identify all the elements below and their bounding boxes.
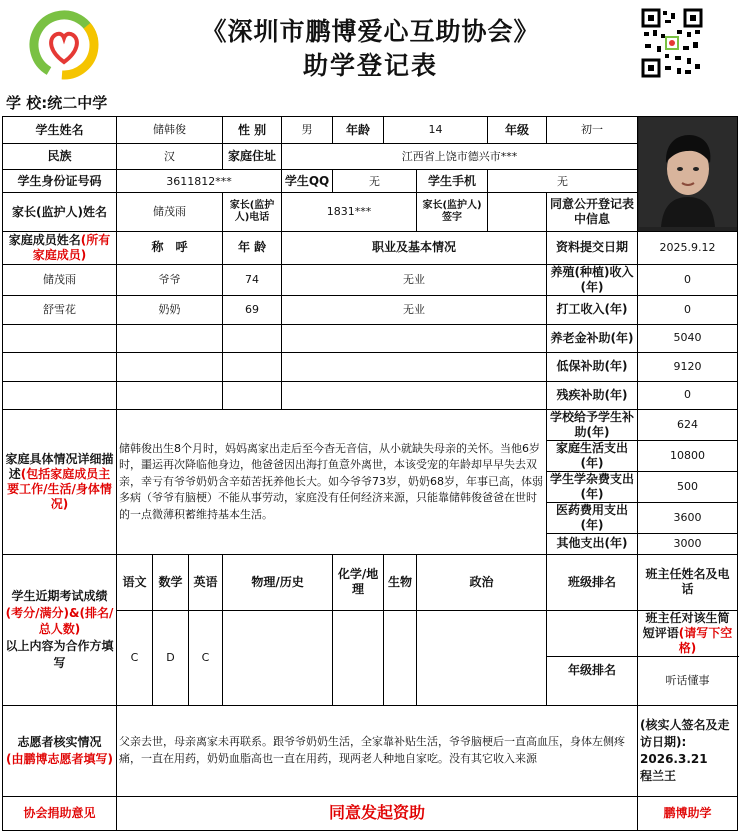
member-occupation	[282, 381, 547, 409]
finance-label: 养殖(种植)收入(年)	[547, 264, 638, 295]
label-ethnicity: 民族	[3, 144, 117, 170]
subject-header: 英语	[189, 554, 223, 610]
label-pengbo-aid: 鹏博助学	[638, 796, 738, 830]
guardian-sign-value	[488, 193, 547, 231]
finance-value: 500	[638, 471, 738, 502]
grade-cell: C	[117, 610, 153, 705]
member-occupation	[282, 324, 547, 352]
decision-text: 同意发起资助	[117, 796, 638, 830]
label-gender: 性 别	[223, 117, 282, 144]
label-volunteer	[3, 705, 117, 796]
member-relation	[117, 324, 223, 352]
finance-label: 养老金补助(年)	[547, 324, 638, 352]
label-grade-rank: 年级排名	[547, 656, 638, 705]
family-desc-note: (包括家庭成员主要工作/生活/身体情况)	[7, 466, 112, 511]
student-photo-icon	[639, 117, 737, 227]
label-assoc-opinion: 协会捐助意见	[3, 796, 117, 830]
grade-value: 初一	[547, 117, 638, 144]
exam-note: (考分/满分)&(排名/总人数)	[5, 605, 114, 637]
family-row	[3, 264, 738, 295]
exam-label: 学生近期考试成绩	[11, 588, 108, 603]
family-description: 储韩俊出生8个月时，妈妈离家出走后至今杳无音信，从小就缺失母亲的关怀。当他6岁时，噩运再次降临他身边，他爸爸因出海打鱼意外离世，本该受宠的年龄却早早失去双亲，幸亏有爷爷奶奶含辛茹苦抚养他长大。如今爷爷73岁，奶奶68岁，年事已高，体弱多病（爷爷有脑梗）不能从事劳动，家庭没有任何经济来源，只能靠储韩俊爸爸在世时的一点微薄积蓄维持基本生活。	[117, 409, 547, 554]
member-relation	[117, 381, 223, 409]
member-age	[223, 381, 282, 409]
family-desc-label: 家庭具体情况详细描述	[5, 451, 114, 481]
label-address: 家庭住址	[223, 144, 282, 170]
family-row	[3, 324, 738, 352]
finance-value: 624	[638, 409, 738, 440]
finance-value: 3000	[638, 533, 738, 554]
member-relation: 爷爷	[117, 264, 223, 295]
label-agree-public: 同意公开登记表中信息	[547, 193, 638, 231]
finance-value: 9120	[638, 352, 738, 381]
subject-header: 政治	[417, 554, 547, 610]
address-value: 江西省上饶市德兴市***	[282, 144, 638, 170]
guardian-name-value: 储茂雨	[117, 193, 223, 231]
header	[0, 0, 741, 92]
row-id	[3, 170, 738, 193]
finance-label: 医药费用支出(年)	[547, 502, 638, 533]
teacher-comment: 听话懂事	[638, 656, 738, 705]
row-decision	[3, 796, 738, 830]
label-teacher: 班主任姓名及电话	[638, 554, 738, 610]
id-no-value: 3611812***	[117, 170, 282, 193]
finance-value: 5040	[638, 324, 738, 352]
label-id-no: 学生身份证号码	[3, 170, 117, 193]
verify-name: 程兰王	[640, 768, 677, 783]
label-teacher-comment	[638, 610, 738, 656]
subject-header: 物理/历史	[223, 554, 333, 610]
label-guardian-sign: 家长(监护人)签字	[417, 193, 488, 231]
finance-label: 低保补助(年)	[547, 352, 638, 381]
subject-header: 化学/地理	[333, 554, 384, 610]
finance-label: 打工收入(年)	[547, 295, 638, 324]
row-student-name	[3, 117, 738, 144]
volunteer-note: (由鹏博志愿者填写)	[6, 751, 113, 766]
subject-header: 生物	[384, 554, 417, 610]
gender-value: 男	[282, 117, 333, 144]
verify-block	[638, 705, 738, 796]
label-qq: 学生QQ	[282, 170, 333, 193]
label-member-age: 年 龄	[223, 231, 282, 264]
row-family-header	[3, 231, 738, 264]
label-grade: 年级	[488, 117, 547, 144]
volunteer-text: 父亲去世，母亲离家未再联系。跟爷爷奶奶生活，全家靠补贴生活，爷爷脑梗后一直高血压，身体左侧疼痛，一直在用药，奶奶血脂高也一直在用药，现两老人种地自家吃。没有其它收入来源	[117, 705, 638, 796]
label-phone: 学生手机	[417, 170, 488, 193]
finance-value: 0	[638, 295, 738, 324]
ethnicity-value: 汉	[117, 144, 223, 170]
member-age: 74	[223, 264, 282, 295]
label-family-members	[3, 231, 117, 264]
grade-cell: D	[153, 610, 189, 705]
label-guardian-name: 家长(监护人)姓名	[3, 193, 117, 231]
member-name	[3, 381, 117, 409]
label-submit-date: 资料提交日期	[547, 231, 638, 264]
member-name: 储茂雨	[3, 264, 117, 295]
finance-label: 学校给予学生补助(年)	[547, 409, 638, 440]
phone-value: 无	[488, 170, 638, 193]
student-name-value: 储韩俊	[117, 117, 223, 144]
subject-header: 语文	[117, 554, 153, 610]
member-age	[223, 352, 282, 381]
member-name	[3, 352, 117, 381]
member-age	[223, 324, 282, 352]
member-occupation: 无业	[282, 295, 547, 324]
teacher-comment-label: 班主任对该生简短评语	[642, 610, 730, 640]
exam-partner-note: 以上内容为合作方填写	[5, 639, 114, 670]
member-name: 舒雪花	[3, 295, 117, 324]
qq-value: 无	[333, 170, 417, 193]
finance-value: 0	[638, 264, 738, 295]
label-family-desc	[3, 409, 117, 554]
row-family-desc	[3, 409, 738, 440]
submit-date-value: 2025.9.12	[638, 231, 738, 264]
member-relation: 奶奶	[117, 295, 223, 324]
form-title: 《深圳市鹏博爱心互助协会》	[201, 17, 540, 46]
finance-value: 3600	[638, 502, 738, 533]
row-exam-header	[3, 554, 738, 610]
qr-code-icon	[641, 8, 703, 78]
row-ethnicity	[3, 144, 738, 170]
teacher-comment-note: (请写下空格)	[678, 625, 733, 655]
grade-cell	[417, 610, 547, 705]
subject-header: 数学	[153, 554, 189, 610]
finance-label: 其他支出(年)	[547, 533, 638, 554]
member-occupation	[282, 352, 547, 381]
finance-label: 学生学杂费支出(年)	[547, 471, 638, 502]
grade-cell	[223, 610, 333, 705]
volunteer-label: 志愿者核实情况	[17, 734, 102, 749]
grade-cell	[384, 610, 417, 705]
member-relation	[117, 352, 223, 381]
family-members-label: 家庭成员姓名	[8, 232, 81, 247]
label-exam	[3, 554, 117, 705]
row-volunteer	[3, 705, 738, 796]
grade-cell: C	[189, 610, 223, 705]
school-name: 学 校:统二中学	[6, 94, 108, 112]
member-occupation: 无业	[282, 264, 547, 295]
row-guardian	[3, 193, 738, 231]
student-photo	[638, 117, 738, 232]
finance-label: 家庭生活支出(年)	[547, 440, 638, 471]
label-occupation: 职业及基本情况	[282, 231, 547, 264]
label-relation: 称 呼	[117, 231, 223, 264]
member-name	[3, 324, 117, 352]
grade-cell	[333, 610, 384, 705]
form-table	[2, 116, 738, 831]
member-age: 69	[223, 295, 282, 324]
finance-label: 残疾补助(年)	[547, 381, 638, 409]
label-class-rank: 班级排名	[547, 554, 638, 610]
label-age: 年龄	[333, 117, 384, 144]
label-student-name: 学生姓名	[3, 117, 117, 144]
guardian-phone-value: 1831***	[282, 193, 417, 231]
label-guardian-phone: 家长(监护人)电话	[223, 193, 282, 231]
class-rank-value	[547, 610, 638, 656]
family-row	[3, 352, 738, 381]
finance-value: 10800	[638, 440, 738, 471]
finance-value: 0	[638, 381, 738, 409]
family-row	[3, 295, 738, 324]
form-subtitle: 助学登记表	[302, 51, 438, 80]
age-value: 14	[384, 117, 488, 144]
family-row	[3, 381, 738, 409]
verify-date: 2026.3.21	[640, 751, 708, 766]
verify-sign-label: (核实人签名及走访日期):	[640, 718, 730, 749]
family-members-note: (所有家庭成员)	[32, 232, 111, 262]
